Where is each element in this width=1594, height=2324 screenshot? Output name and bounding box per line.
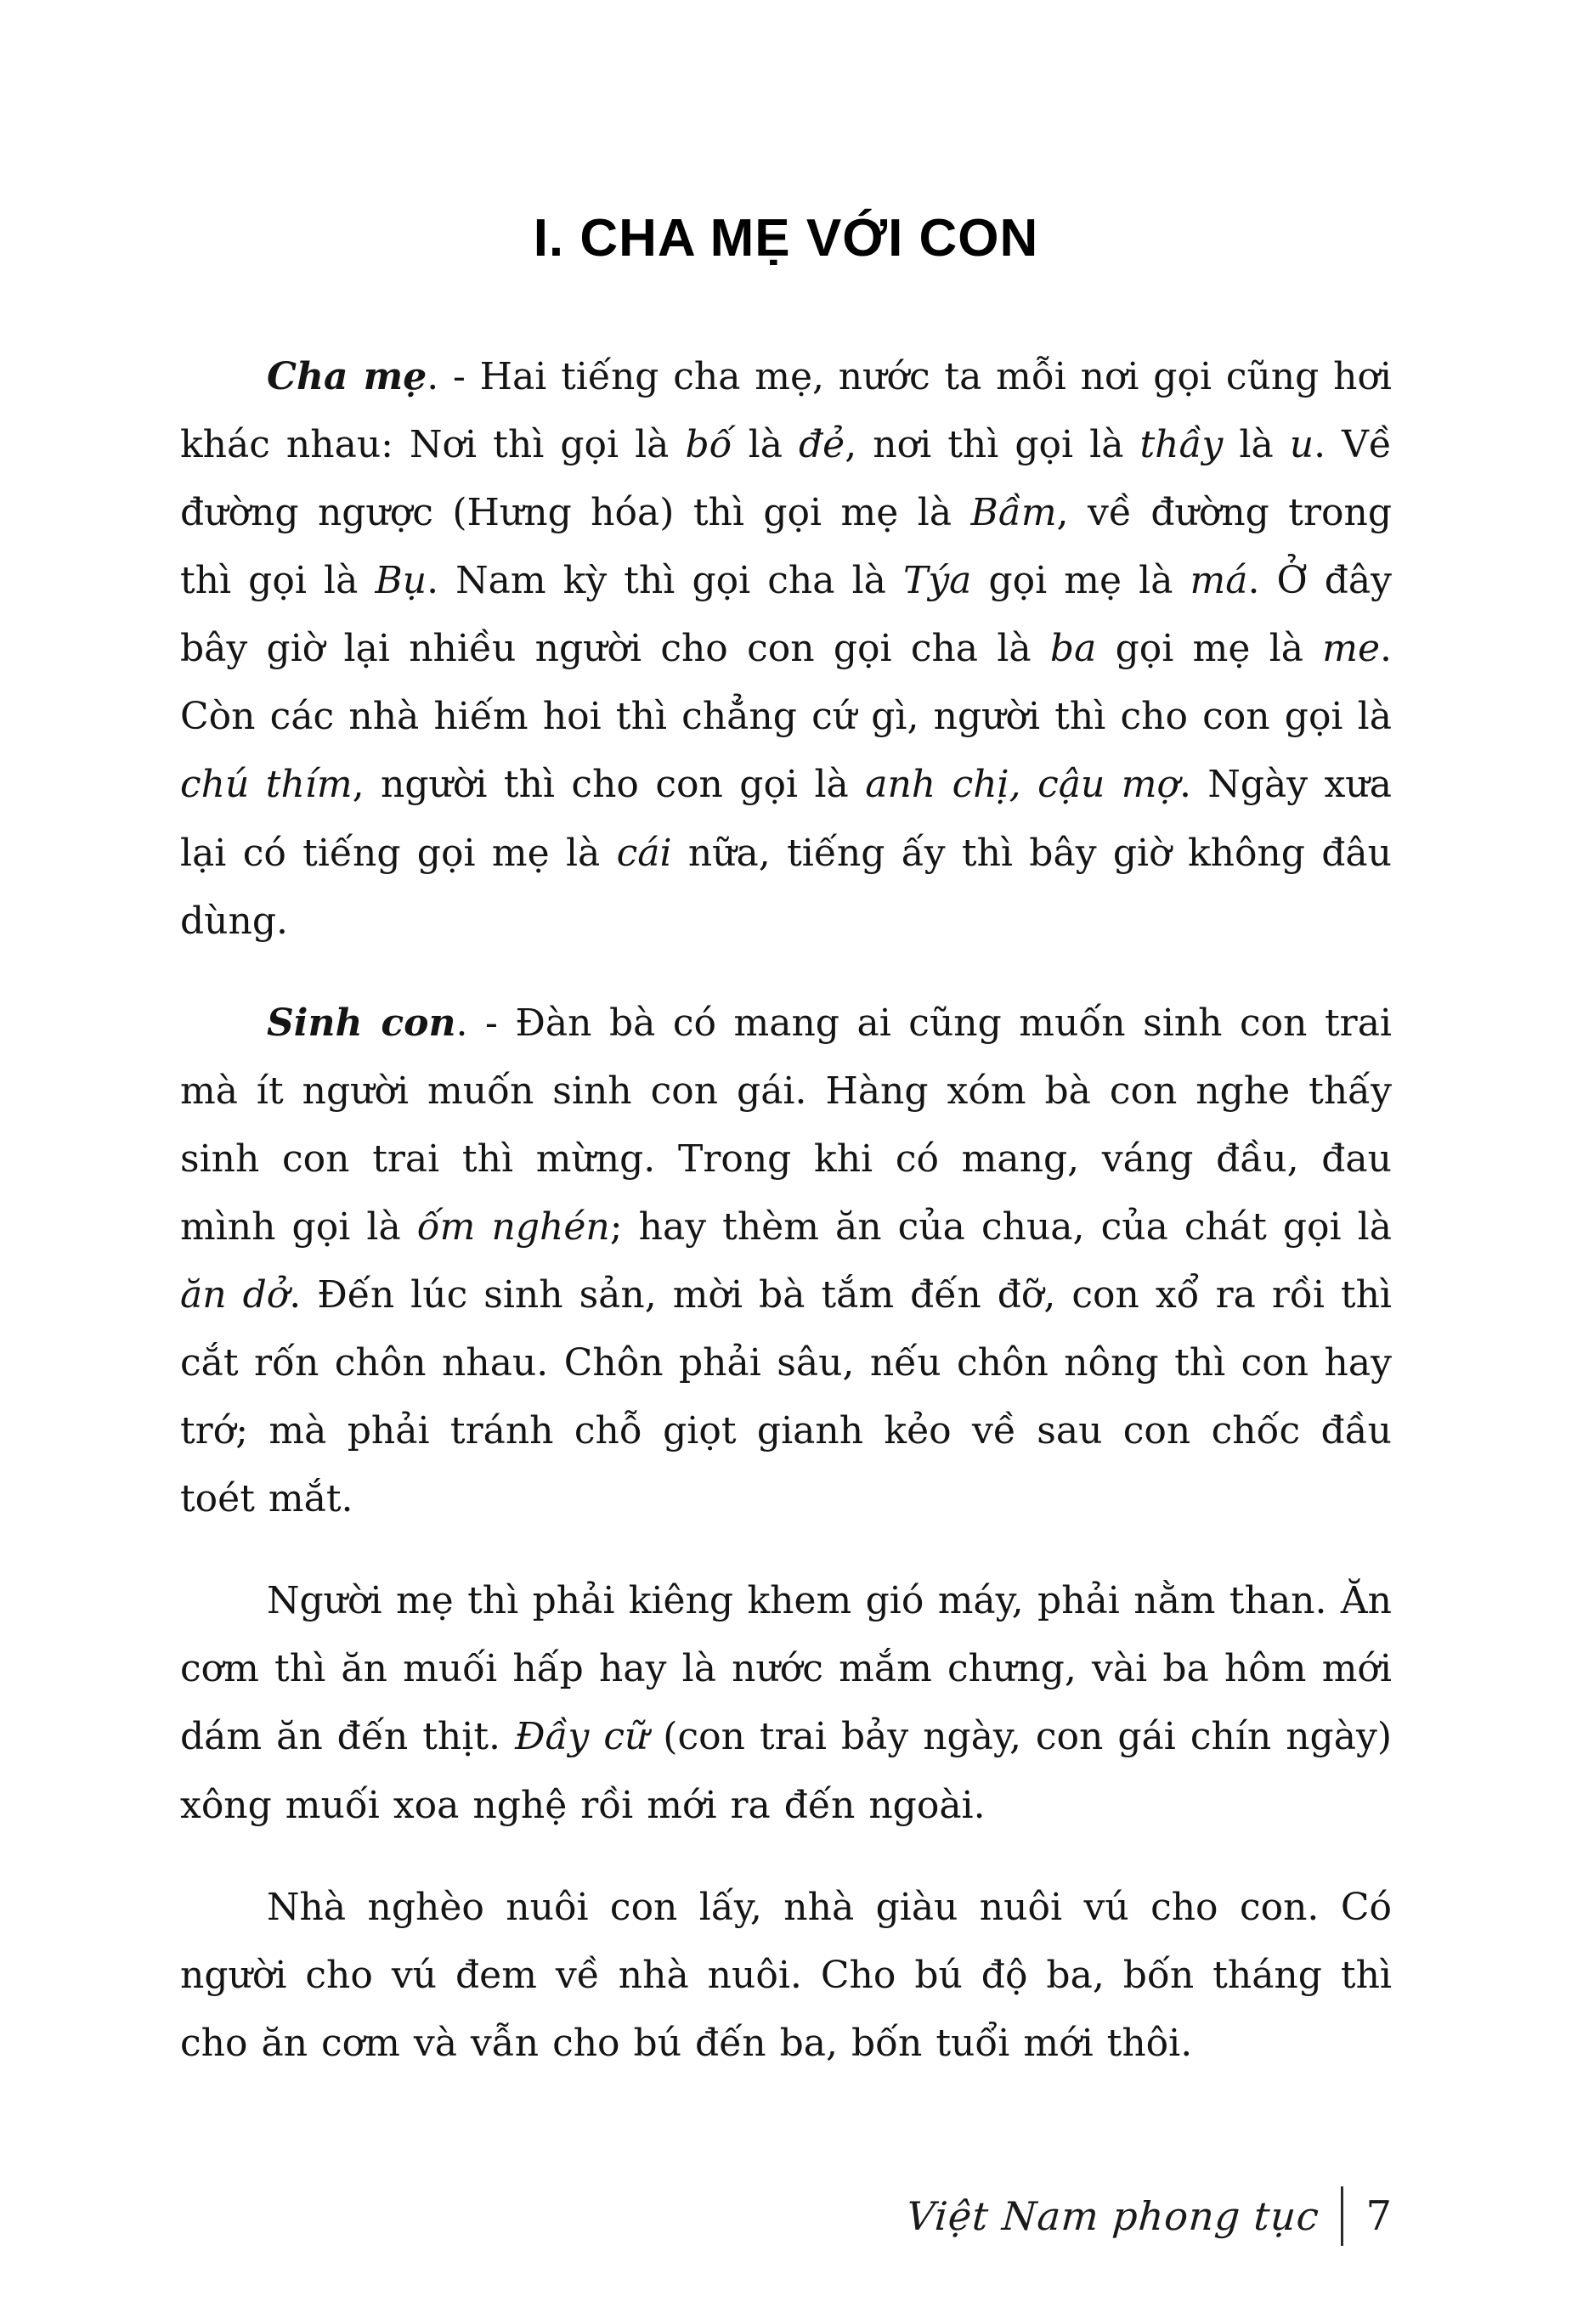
text-segment: chú thím: [180, 763, 353, 807]
text-segment: Cha mẹ: [267, 355, 427, 398]
running-book-title: Việt Nam phong tục: [904, 2193, 1321, 2239]
text-segment: Bụ: [375, 559, 427, 603]
text-segment: ; hay thèm ăn của chua, của chát gọi là: [609, 1204, 1405, 1249]
text-segment: cái: [616, 831, 672, 875]
text-segment: . Đến lúc sinh sản, mời bà tắm đến đỡ, con xổ ra rồi thì cắt rốn chôn nhau. Chôn phải sâu, nếu chôn nông thì con hay trớ; mà phải tránh chỗ giọt gianh kẻo về sau con chốc đầu toét mắt.: [180, 1273, 1406, 1521]
text-segment: ăn dở: [180, 1273, 290, 1317]
text-segment: me: [1322, 627, 1380, 671]
text-segment: Người mẹ thì phải kiêng khem gió máy, phải nằm than. Ăn cơm thì ăn muối hấp hay là nước mắm chưng, vài ba hôm mới dám ăn đến thịt.: [180, 1579, 1405, 1759]
text-segment: Đầy cữ: [515, 1715, 649, 1759]
page-footer: [904, 2186, 1392, 2246]
text-segment: . Còn các nhà hiếm hoi thì chẳng cứ gì, người thì cho con gọi là: [180, 627, 1405, 739]
text-segment: . - Hai tiếng cha mẹ, nước ta mỗi nơi gọi cũng hơi khác nhau: Nơi thì gọi là: [180, 355, 1406, 467]
text-segment: ba: [1049, 627, 1097, 671]
page-number: 7: [1365, 2192, 1392, 2240]
text-segment: Sinh con: [267, 1001, 456, 1045]
text-segment: đẻ: [798, 423, 845, 467]
paragraph-nha-ngheo: [180, 1874, 1405, 2078]
text-segment: bố: [685, 423, 732, 467]
text-segment: . Ở đây bây giờ lại nhiều người cho con gọi cha là: [180, 559, 1405, 671]
text-segment: , người thì cho con gọi là: [352, 763, 866, 807]
text-segment: là: [1223, 423, 1290, 467]
chapter-title: I. CHA MẸ VỚI CON: [533, 209, 1039, 268]
text-segment: anh chị, cậu mợ: [865, 763, 1179, 807]
text-segment: . Ngày xưa lại có tiếng gọi mẹ là: [180, 763, 1405, 875]
paragraph-nguoi-me: [180, 1567, 1405, 1839]
text-segment: gọi mẹ là: [971, 559, 1190, 603]
text-segment: u: [1289, 423, 1314, 467]
text-segment: Týa: [902, 559, 972, 603]
text-segment: nữa, tiếng ấy thì bây giờ không đâu dùng.: [180, 831, 1405, 943]
paragraph-cha-me: [180, 343, 1406, 956]
text-segment: . - Đàn bà có mang ai cũng muốn sinh con trai mà ít người muốn sinh con gái. Hàng xóm bà con nghe thấy sinh con trai thì mừng. Trong khi có mang, váng đầu, đau mình gọi là: [180, 1001, 1405, 1249]
text-segment: ốm nghén: [416, 1204, 610, 1249]
text-segment: . Nam kỳ thì gọi cha là: [427, 559, 903, 603]
paragraph-sinh-con: [180, 990, 1406, 1534]
text-segment: là: [732, 423, 799, 467]
text-segment: thầy: [1139, 423, 1224, 467]
text-segment: , về đường trong thì gọi là: [180, 491, 1405, 603]
text-segment: Nhà nghèo nuôi con lấy, nhà giàu nuôi vú cho con. Có người cho vú đem về nhà nuôi. Cho bú độ ba, bốn tháng thì cho ăn cơm và vẫn cho bú đến ba, bốn tuổi mới thôi.: [180, 1885, 1405, 2065]
text-segment: (con trai bảy ngày, con gái chín ngày) xông muối xoa nghệ rồi mới ra đến ngoài.: [180, 1715, 1405, 1827]
text-segment: Bầm: [970, 491, 1057, 535]
text-segment: . Về đường ngược (Hưng hóa) thì gọi mẹ là: [180, 423, 1405, 535]
footer-divider: [1341, 2186, 1343, 2246]
text-segment: má: [1190, 559, 1248, 603]
text-segment: gọi mẹ là: [1096, 627, 1323, 671]
text-segment: , nơi thì gọi là: [845, 423, 1140, 467]
